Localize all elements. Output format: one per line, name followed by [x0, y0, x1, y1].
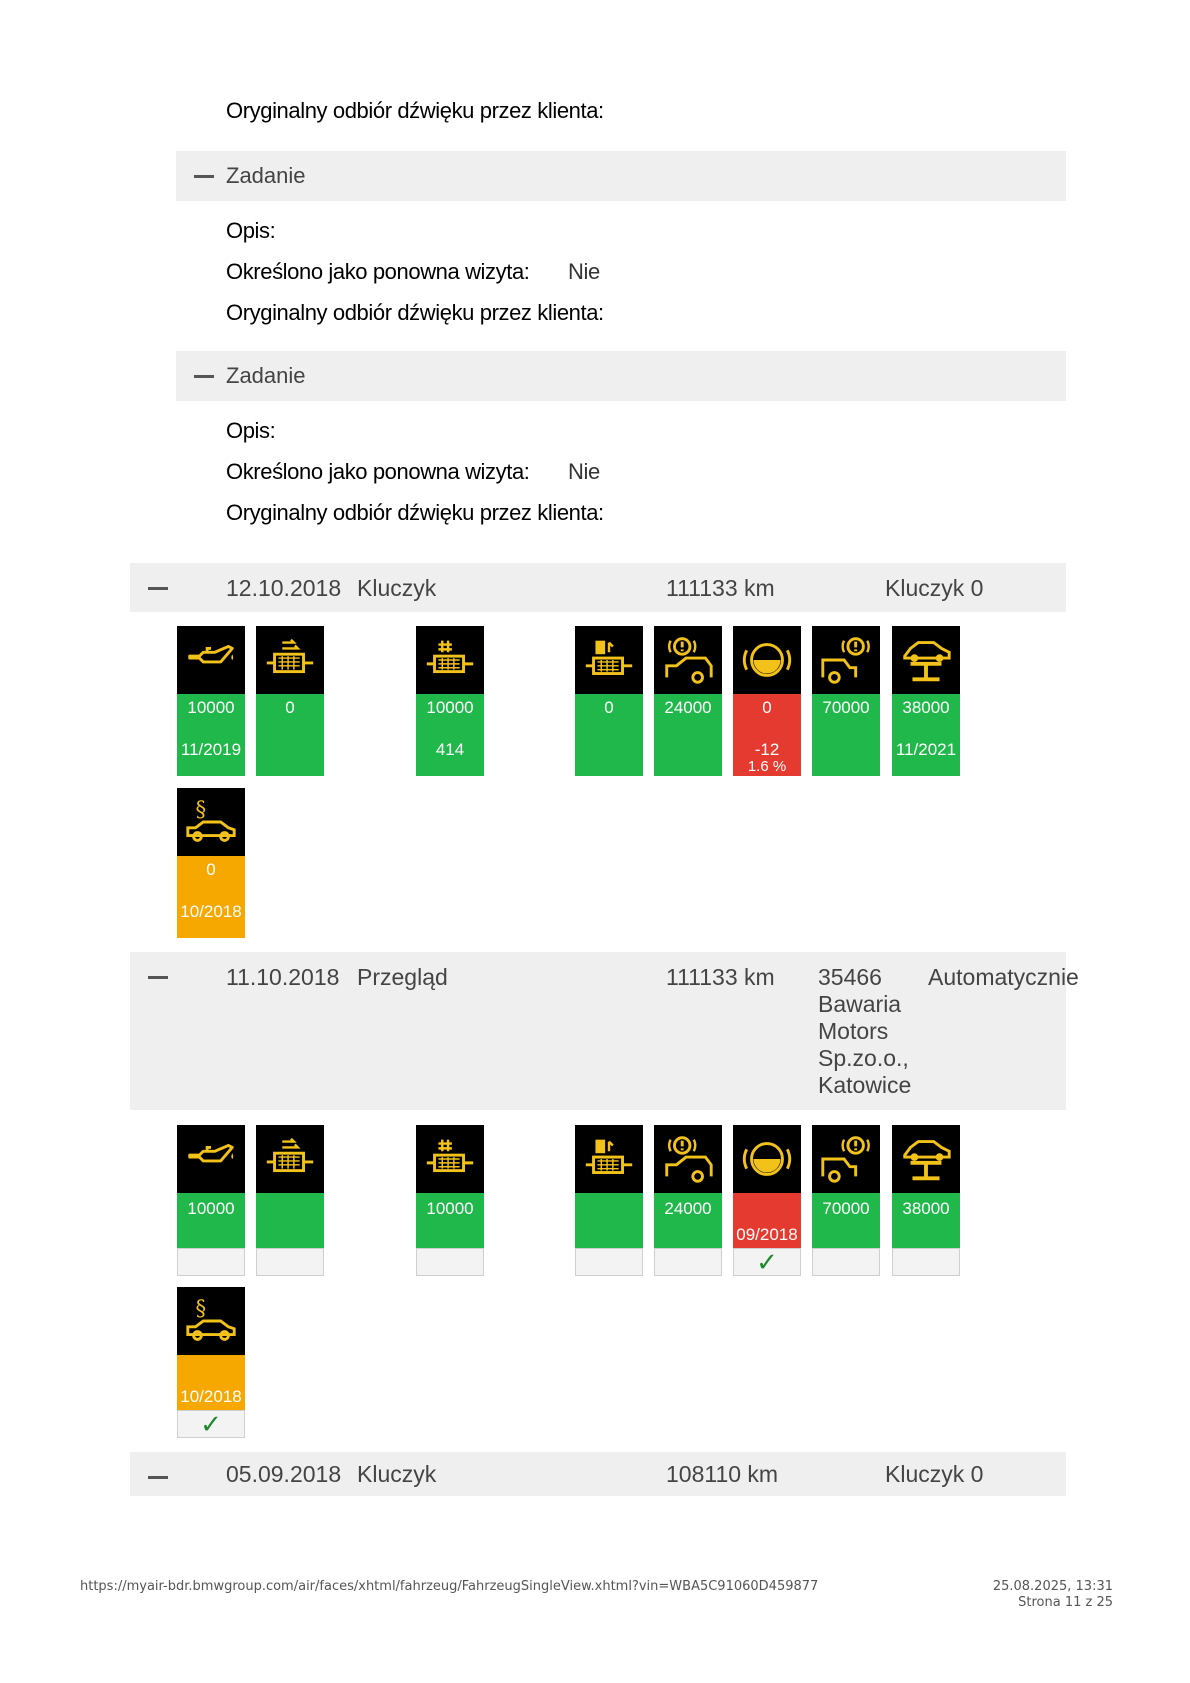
tile-value: 10000: [426, 698, 474, 717]
entry-type: Kluczyk: [357, 1461, 437, 1487]
sound-label: Oryginalny odbiór dźwięku przez klienta:: [226, 98, 604, 123]
rear-brake-icon: [817, 631, 875, 689]
collapse-icon[interactable]: [148, 976, 168, 979]
check-cell: [892, 1248, 960, 1276]
opis-label: Opis:: [226, 418, 276, 443]
entry-dealer: [818, 964, 911, 1099]
vehicle-lift-icon: [897, 631, 955, 689]
tile-percent: 1.6 %: [747, 758, 787, 775]
task-header-label: Zadanie: [226, 363, 306, 388]
history-entry-header[interactable]: [130, 563, 1066, 612]
entry-key: Kluczyk 0: [885, 1461, 984, 1487]
brake-fluid-icon: [738, 631, 796, 689]
particulate-filter-icon: [261, 631, 319, 689]
tile-date: 09/2018: [736, 1225, 798, 1244]
entry-date: 12.10.2018: [226, 575, 342, 601]
revisit-label: Określono jako ponowna wizyta:: [226, 259, 530, 284]
tile-date: 414: [435, 740, 465, 759]
task-header[interactable]: [176, 351, 1066, 401]
check-cell: [416, 1248, 484, 1276]
check-cell: [256, 1248, 324, 1276]
collapse-icon[interactable]: [148, 587, 168, 590]
tile-value: 70000: [822, 698, 870, 717]
service-tile-front-brake[interactable]: [654, 626, 722, 776]
check-cell: ✓: [177, 1410, 245, 1438]
opis-label: Opis:: [226, 218, 276, 243]
tile-value: 10000: [187, 1199, 235, 1218]
service-tile-brake-fluid[interactable]: [733, 626, 801, 776]
tile-value: 38000: [902, 698, 950, 717]
front-brake-icon: [659, 631, 717, 689]
service-tile-fuel-pump-filter[interactable]: [575, 1125, 643, 1276]
revisit-value: Nie: [568, 259, 600, 284]
collapse-icon[interactable]: [194, 375, 214, 378]
sound-label: Oryginalny odbiór dźwięku przez klienta:: [226, 300, 604, 325]
entry-km: 108110 km: [666, 1461, 779, 1487]
tile-value: 10000: [187, 698, 235, 717]
entry-km: 111133 km: [666, 575, 775, 601]
vehicle-lift-icon: [897, 1130, 955, 1188]
service-tile-rear-brake[interactable]: [812, 626, 880, 776]
tile-date: 10/2018: [180, 902, 242, 921]
particulate-filter-icon: [261, 1130, 319, 1188]
tile-value: 0: [285, 698, 295, 717]
entry-type: Kluczyk: [357, 575, 437, 601]
tile-date: 10/2018: [180, 1387, 242, 1406]
fuel-pump-filter-icon: [580, 631, 638, 689]
entry-type: Przegląd: [357, 964, 448, 990]
check-cell: [575, 1248, 643, 1276]
tile-value: 70000: [822, 1199, 870, 1218]
task-header-label: Zadanie: [226, 163, 306, 188]
collapse-icon[interactable]: [194, 175, 214, 178]
fuel-filter-icon: [421, 1130, 479, 1188]
service-tile-legal-inspection[interactable]: [177, 788, 245, 938]
cut-off-text: [300, 73, 520, 79]
service-tile-fuel-filter[interactable]: [416, 626, 484, 776]
brake-fluid-icon: [738, 1130, 796, 1188]
service-tile-oil[interactable]: [177, 626, 245, 776]
entry-date: 05.09.2018: [226, 1461, 342, 1487]
tile-value: 24000: [664, 698, 712, 717]
legal-inspection-icon: [182, 1292, 240, 1350]
dealer-line: Sp.zo.o.,: [818, 1045, 909, 1071]
tile-date: 11/2021: [895, 740, 957, 759]
service-tile-brake-fluid[interactable]: [733, 1125, 801, 1276]
entry-km: 111133 km: [666, 964, 775, 990]
tile-value: 38000: [902, 1199, 950, 1218]
tile-value: 0: [206, 860, 216, 879]
oil-can-icon: [182, 631, 240, 689]
service-tile-fuel-pump-filter[interactable]: [575, 626, 643, 776]
tile-date: -12: [754, 740, 780, 759]
sound-label: Oryginalny odbiór dźwięku przez klienta:: [226, 500, 604, 525]
service-tile-dpf[interactable]: [256, 1125, 324, 1276]
service-tile-front-brake[interactable]: [654, 1125, 722, 1276]
entry-mode: Automatycznie: [928, 964, 1079, 990]
tile-date: 11/2019: [180, 740, 242, 759]
dealer-line: Bawaria: [818, 991, 902, 1017]
service-tile-vehicle-check[interactable]: [892, 1125, 960, 1276]
check-cell: [812, 1248, 880, 1276]
footer-page: Strona 11 z 25: [1018, 1595, 1113, 1610]
revisit-value: Nie: [568, 459, 600, 484]
service-tile-fuel-filter[interactable]: [416, 1125, 484, 1276]
service-tile-rear-brake[interactable]: [812, 1125, 880, 1276]
footer-datetime: 25.08.2025, 13:31: [992, 1579, 1113, 1594]
revisit-label: Określono jako ponowna wizyta:: [226, 459, 530, 484]
service-tile-vehicle-check[interactable]: [892, 626, 960, 776]
tile-value: 0: [604, 698, 614, 717]
service-tile-oil[interactable]: [177, 1125, 245, 1276]
service-tile-legal-inspection[interactable]: [177, 1287, 245, 1438]
rear-brake-icon: [817, 1130, 875, 1188]
task-header[interactable]: [176, 151, 1066, 201]
fuel-filter-icon: [421, 631, 479, 689]
footer-url: https://myair-bdr.bmwgroup.com/air/faces/xhtml/fahrzeug/FahrzeugSingleView.xhtml?vin=WBA5C91060D459877: [80, 1579, 819, 1594]
entry-key: Kluczyk 0: [885, 575, 984, 601]
dealer-line: 35466: [818, 964, 882, 990]
history-entry-header[interactable]: [130, 1452, 1066, 1496]
tile-value: 24000: [664, 1199, 712, 1218]
check-cell: [177, 1248, 245, 1276]
collapse-icon[interactable]: [148, 1476, 168, 1479]
entry-date: 11.10.2018: [226, 964, 340, 990]
front-brake-icon: [659, 1130, 717, 1188]
tile-value: 10000: [426, 1199, 474, 1218]
legal-inspection-icon: [182, 793, 240, 851]
tile-value: 0: [762, 698, 772, 717]
check-cell: ✓: [733, 1248, 801, 1276]
oil-can-icon: [182, 1130, 240, 1188]
history-entry-header[interactable]: [130, 952, 1079, 1110]
dealer-line: Motors: [818, 1018, 889, 1044]
fuel-pump-filter-icon: [580, 1130, 638, 1188]
check-cell: [654, 1248, 722, 1276]
service-tile-dpf[interactable]: [256, 626, 324, 776]
dealer-line: Katowice: [818, 1072, 912, 1098]
